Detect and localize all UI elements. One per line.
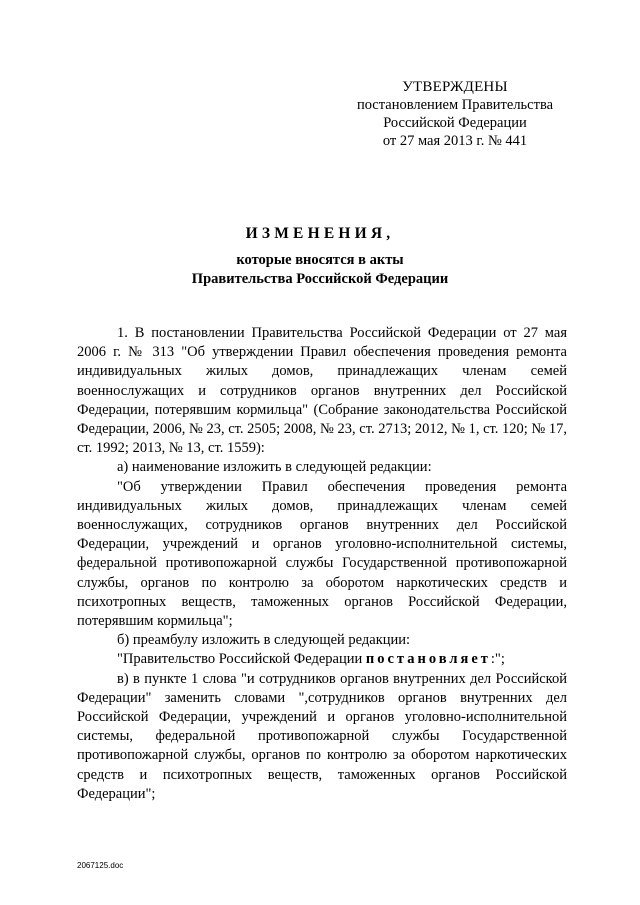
document-heading <box>0 223 640 289</box>
approval-block <box>340 78 570 150</box>
approval-line-3: от 27 мая 2013 г. № 441 <box>382 133 528 149</box>
paragraph-6: в) в пункте 1 слова "и сотрудников органов внутренних дел Российской Федерации" заменить словами ",сотрудников органов внутренних дел Российской Федерации, учреждений и органов уголовно-исполнительной системы, федеральной противопожарной службы Государственной противопожарной службы, органов по контролю за оборотом наркотических средств и психотропных веществ, таможенных органов Российской Федерации"; <box>77 670 567 802</box>
paragraph-1: 1. В постановлении Правительства Российской Федерации от 27 мая 2006 г. № 313 "Об утверждении Правил обеспечения проведения ремонта индивидуальных жилых домов, принадлежащих членам семей военнослужащих и сотрудников органов внутренних дел Российской Федерации, потерявшим кормильца" (Собрание законодательства Российской Федерации, 2006, № 23, ст. 2505; 2008, № 23, ст. 2713; 2012, № 1, ст. 120; № 17, ст. 1992; 2013, № 13, ст. 1559): <box>77 325 567 457</box>
document-body <box>77 324 567 804</box>
approval-line-2: Российской Федерации <box>383 115 527 131</box>
paragraph-5-end: :"; <box>490 651 505 668</box>
paragraph-5-start: "Правительство Российской Федерации <box>117 651 366 668</box>
approval-title: УТВЕРЖДЕНЫ <box>402 79 508 95</box>
document-title: ИЗМЕНЕНИЯ, <box>245 225 395 242</box>
emphasized-word: постановляет <box>365 651 491 668</box>
document-subtitle-line-1: которые вносятся в акты <box>236 252 404 268</box>
paragraph-5 <box>77 650 567 669</box>
paragraph-3: "Об утверждении Правил обеспечения проведения ремонта индивидуальных жилых домов, принадлежащих членам семей военнослужащих, сотрудников органов внутренних дел Российской Федерации, учреждений и органов уголовно-исполнительной системы, федеральной противопожарной службы Государственной противопожарной службы, органов по контролю за оборотом наркотических средств и психотропных веществ, таможенных органов Российской Федерации, потерявшим кормильца"; <box>77 478 567 630</box>
approval-line-1: постановлением Правительства <box>356 97 554 113</box>
paragraph-4: б) преамбулу изложить в следующей редакции: <box>117 632 411 649</box>
document-subtitle-line-2: Правительства Российской Федерации <box>191 271 449 287</box>
file-name-footer: 2067125.doc <box>77 861 124 870</box>
paragraph-2: а) наименование изложить в следующей редакции: <box>117 459 432 476</box>
